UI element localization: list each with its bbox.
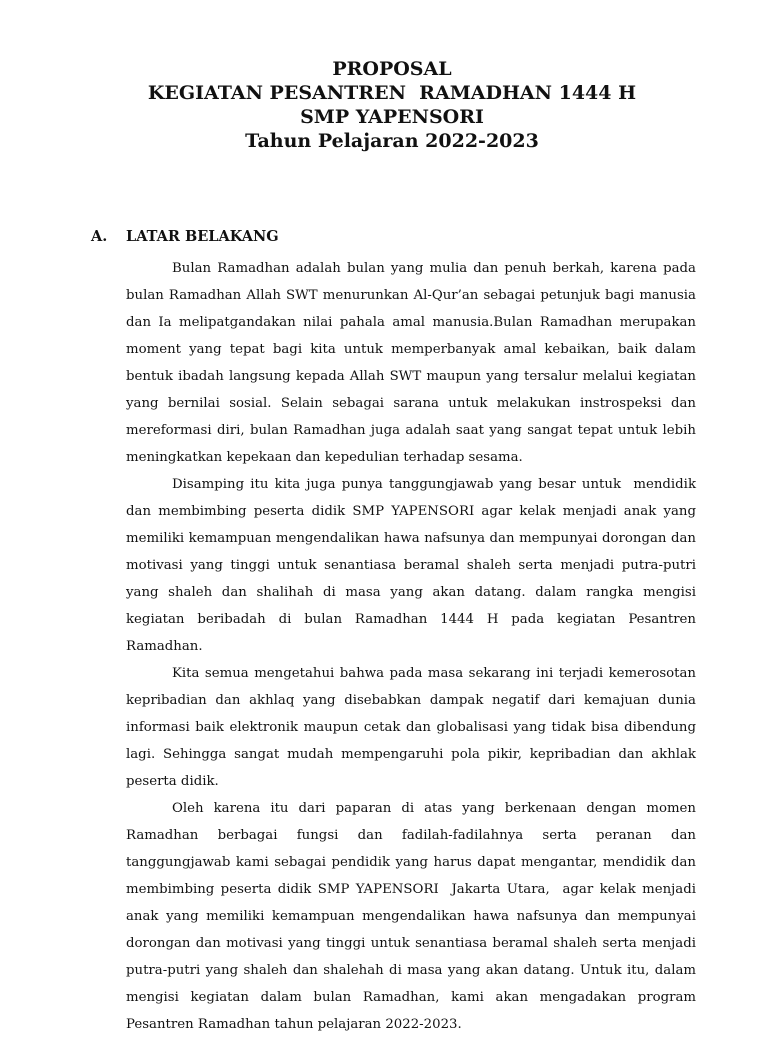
- title-line-academic-year: Tahun Pelajaran 2022-2023: [245, 130, 539, 152]
- title-line-activity: KEGIATAN PESANTREN RAMADHAN 1444 H: [147, 82, 637, 104]
- section-heading-text: LATAR BELAKANG: [126, 228, 279, 245]
- paragraph: Kita semua mengetahui bahwa pada masa sekarang ini terjadi kemerosotan kepribadian dan akhlaq yang disebabkan dampak negatif dari kemajuan dunia informasi baik elektronik maupun cetak dan globalisasi yang tidak bisa dibendung lagi. Sehingga sangat mudah mempengaruhi pola pikir, kepribadian dan akhlak peserta didik.: [126, 666, 701, 789]
- paragraph: Oleh karena itu dari paparan di atas yang berkenaan dengan momen Ramadhan berbagai fungsi dan fadilah-fadilahnya serta peranan dan tanggungjawab kami sebagai pendidik yang harus dapat mengantar, mendidik dan membimbing peserta didik SMP YAPENSORI Jakarta Utara, agar kelak menjadi anak yang memiliki kemampuan mengendalikan hawa nafsunya dan mempunyai dorongan dan motivasi yang tinggi untuk senantiasa beramal shaleh serta menjadi putra-putri yang shaleh dan shalehah di masa yang akan datang. Untuk itu, dalam mengisi kegiatan dalam bulan Ramadhan, kami akan mengadakan program Pesantren Ramadhan tahun pelajaran 2022-2023.: [126, 801, 701, 1032]
- title-line-proposal: PROPOSAL: [332, 58, 452, 80]
- title-line-school: SMP YAPENSORI: [300, 106, 484, 128]
- section-heading: [91, 228, 279, 246]
- section-body: [126, 255, 701, 1038]
- paragraph: Bulan Ramadhan adalah bulan yang mulia dan penuh berkah, karena pada bulan Ramadhan Allah SWT menurunkan Al-Qur’an sebagai petunjuk bagi manusia dan Ia melipatgandakan nilai pahala amal manusia.Bulan Ramadhan merupakan moment yang tepat bagi kita untuk memperbanyak amal kebaikan, baik dalam bentuk ibadah langsung kepada Allah SWT maupun yang tersalur melalui kegiatan yang bernilai sosial. Selain sebagai sarana untuk melakukan instrospeksi dan mereformasi diri, bulan Ramadhan juga adalah saat yang sangat tepat untuk lebih meningkatkan kepekaan dan kepedulian terhadap sesama.: [126, 261, 701, 465]
- section-letter: A.: [91, 228, 108, 245]
- document-title: [0, 57, 768, 153]
- paragraph: Disamping itu kita juga punya tanggungjawab yang besar untuk mendidik dan membimbing peserta didik SMP YAPENSORI agar kelak menjadi anak yang memiliki kemampuan mengendalikan hawa nafsunya dan mempunyai dorongan dan motivasi yang tinggi untuk senantiasa beramal shaleh serta menjadi putra-putri yang shaleh dan shalihah di masa yang akan datang. dalam rangka mengisi kegiatan beribadah di bulan Ramadhan 1444 H pada kegiatan Pesantren Ramadhan.: [126, 477, 701, 654]
